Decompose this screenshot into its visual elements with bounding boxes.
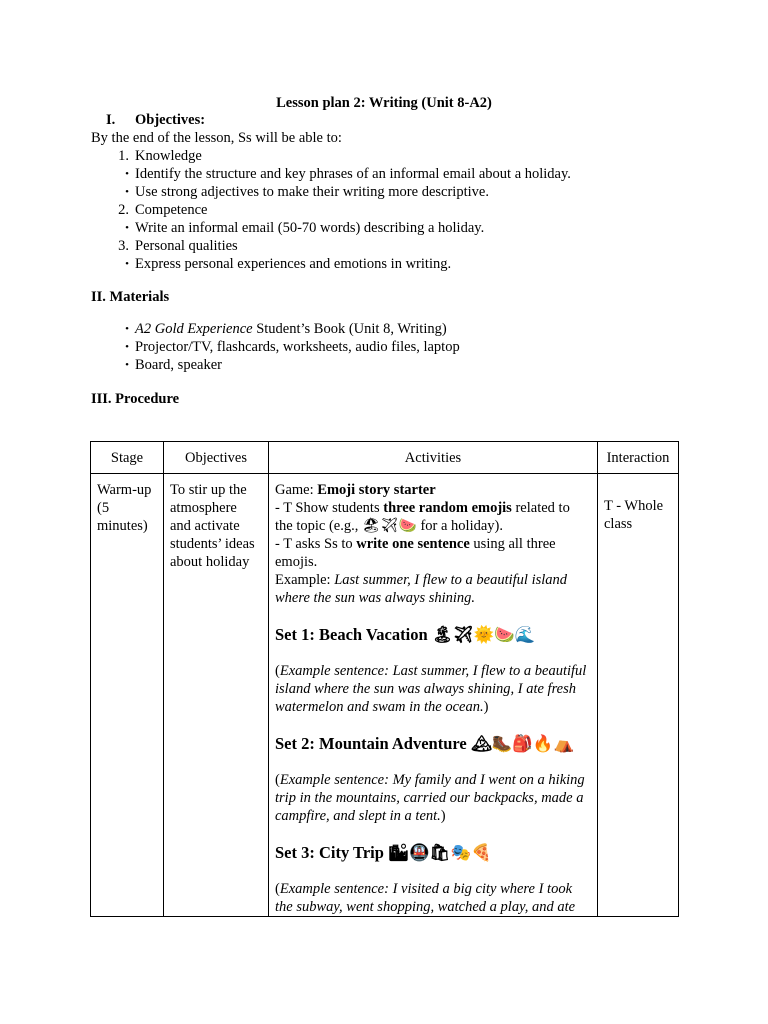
objective-line: about holiday: [170, 554, 250, 570]
set-example: (Example sentence: I visited a big city where I took the subway, went shopping, watched a play, and ate: [275, 881, 576, 915]
list-marker: 3.: [118, 238, 129, 254]
list-marker: 1.: [118, 148, 129, 164]
example-prefix: Example:: [275, 572, 335, 588]
game-name: Emoji story starter: [317, 482, 436, 498]
list-item: [91, 237, 571, 255]
column-header-stage: Stage: [91, 442, 164, 474]
bullet-marker: •: [125, 186, 129, 198]
objective-line: students’ ideas: [170, 536, 255, 552]
column-header-interaction: Interaction: [598, 442, 679, 474]
set-heading: Set 3: City Trip 🏙🚇🛍🎭🍕: [275, 843, 492, 862]
bullet-marker: •: [125, 168, 129, 180]
list-item-text: Identify the structure and key phrases of an informal email about a holiday.: [135, 166, 571, 182]
objective-line: and activate: [170, 518, 240, 534]
table-row: [91, 474, 679, 917]
game-line: [275, 481, 591, 499]
set-example-text: Example sentence: My family and I went on a hiking trip in the mountains, carried our backpacks, made a campfire, and slept in a tent.: [275, 772, 585, 824]
list-item: [91, 147, 571, 165]
interaction-text: T - Whole class: [604, 498, 664, 532]
step-emphasis: write one sentence: [356, 536, 470, 552]
game-prefix: Game:: [275, 482, 318, 498]
bullet-marker: •: [125, 341, 129, 353]
example-line: [275, 571, 591, 607]
list-item: [91, 201, 571, 219]
step-text: using all three emojis.: [275, 536, 556, 570]
list-item-text: Competence: [135, 202, 208, 218]
set-example-text: Example sentence: Last summer, I flew to a beautiful island where the sun was always shining, I ate fresh watermelon and swam in the ocean.: [275, 663, 587, 715]
list-item-text: Express personal experiences and emotions in writing.: [135, 256, 452, 272]
list-item-text: Student’s Book (Unit 8, Writing): [252, 321, 447, 337]
materials-heading: II. Materials: [91, 289, 170, 305]
list-item: [91, 338, 460, 356]
list-item: [91, 219, 571, 237]
activities-cell: [269, 474, 598, 917]
step-text: - T asks Ss to: [275, 536, 357, 552]
set-example-text: Example sentence: I visited a big city where I took the subway, went shopping, watched a play, and ate: [275, 881, 576, 915]
list-item-text: Projector/TV, flashcards, worksheets, audio files, laptop: [135, 339, 460, 355]
list-item: [91, 255, 571, 273]
list-item: [91, 183, 571, 201]
list-item-text: Write an informal email (50-70 words) describing a holiday.: [135, 220, 485, 236]
list-item-text: Use strong adjectives to make their writing more descriptive.: [135, 184, 489, 200]
objective-line: atmosphere: [170, 500, 237, 516]
stage-cell: [91, 474, 164, 917]
set-heading: Set 1: Beach Vacation 🏝✈🌞🍉🌊: [275, 625, 536, 644]
materials-list: [91, 320, 460, 374]
list-marker: 2.: [118, 202, 129, 218]
stage-line: Warm-up: [97, 482, 152, 498]
interaction-cell: [598, 474, 679, 917]
step-text: - T Show students: [275, 500, 384, 516]
list-item-text: Board, speaker: [135, 357, 222, 373]
objectives-list: [91, 147, 571, 273]
list-item: [91, 165, 571, 183]
objective-line: To stir up the: [170, 482, 247, 498]
objectives-intro: By the end of the lesson, Ss will be able to:: [91, 130, 342, 146]
procedure-heading: III. Procedure: [91, 391, 180, 407]
table-header-row: [91, 442, 679, 474]
book-title: A2 Gold Experience: [135, 321, 253, 337]
objectives-numeral: I.: [106, 112, 116, 128]
procedure-table: [90, 441, 679, 917]
activity-step: [275, 535, 591, 571]
bullet-marker: •: [125, 359, 129, 371]
set-heading: Set 2: Mountain Adventure 🏔🥾🎒🔥⛺: [275, 734, 574, 753]
set-example: (Example sentence: My family and I went on a hiking trip in the mountains, carried our backpacks, made a campfire, and slept in a tent.): [275, 772, 585, 824]
objectives-cell: [164, 474, 269, 917]
stage-line: minutes): [97, 518, 148, 534]
step-emphasis: three random emojis: [383, 500, 512, 516]
activity-step: [275, 499, 591, 535]
list-item: [91, 320, 460, 338]
column-header-activities: Activities: [269, 442, 598, 474]
bullet-marker: •: [125, 323, 129, 335]
bullet-marker: •: [125, 258, 129, 270]
step-text: related to the topic (e.g., 🏖✈🍉 for a holiday).: [275, 500, 570, 534]
objectives-heading-text: Objectives:: [135, 112, 206, 128]
list-item: [91, 356, 460, 374]
objectives-heading: [106, 111, 205, 129]
example-text: Last summer, I flew to a beautiful island where the sun was always shining.: [275, 572, 568, 606]
list-item-text: Personal qualities: [135, 238, 238, 254]
set-example: (Example sentence: Last summer, I flew to a beautiful island where the sun was always shining, I ate fresh watermelon and swam in the ocean.): [275, 663, 587, 715]
bullet-marker: •: [125, 222, 129, 234]
column-header-objectives: Objectives: [164, 442, 269, 474]
stage-line: (5: [97, 500, 110, 516]
lesson-title: Lesson plan 2: Writing (Unit 8-A2): [276, 95, 492, 111]
list-item-text: Knowledge: [135, 148, 202, 164]
